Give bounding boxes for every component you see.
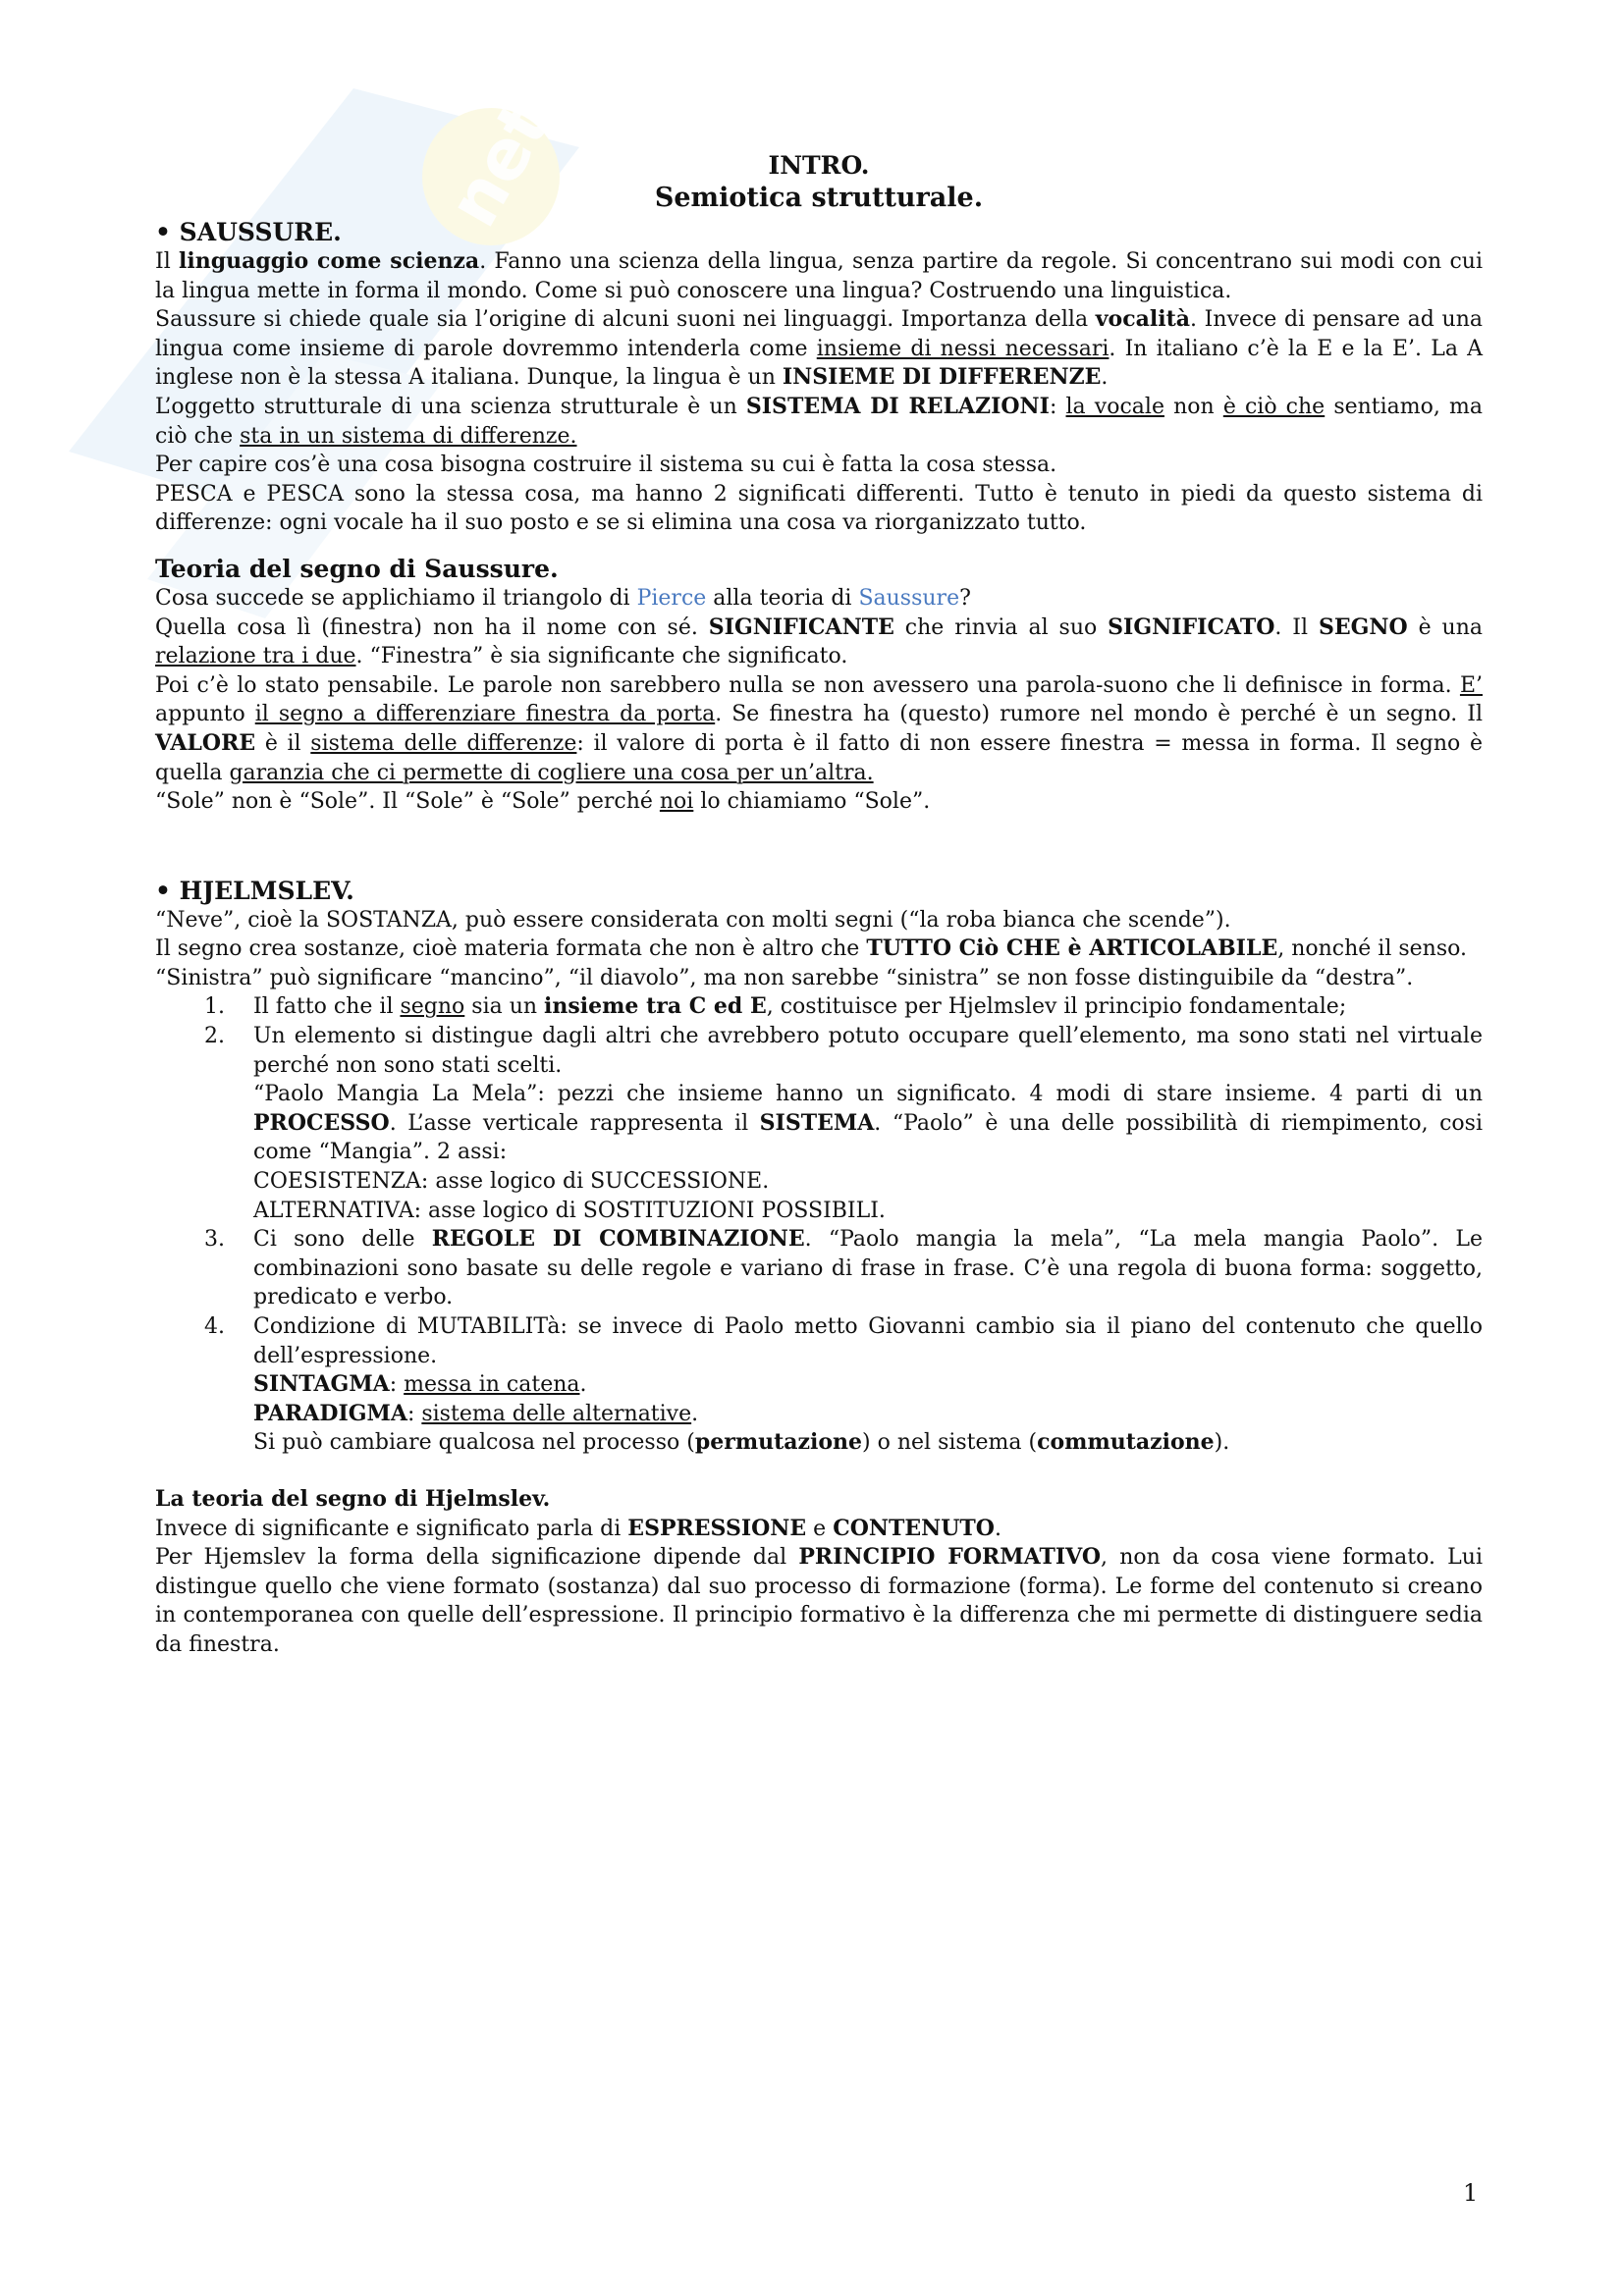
list-item-line: [253, 1167, 1483, 1197]
text-run: . “Paolo” è una delle possibilità di riempimento, cosi come “Mangia”. 2 assi:: [253, 1110, 1484, 1165]
text-run: ?: [959, 585, 971, 611]
text-run: . “Finestra” è sia significante che significato.: [355, 644, 848, 669]
list-item-line: [253, 1080, 1483, 1167]
text-run: Il: [155, 249, 179, 274]
paragraph: [155, 906, 1483, 935]
paragraph: [155, 614, 1483, 671]
text-run: noi: [659, 789, 694, 815]
text-run: . “Paolo mangia la mela”, “La mela mangia Paolo”. Le combinazioni sono basate su delle regole e variano di frase in frase. C’è una regola di buona forma: soggetto, predicato e verbo.: [253, 1227, 1483, 1310]
text-run: sta in un sistema di differenze.: [240, 423, 577, 449]
text-run: E’: [1459, 672, 1483, 698]
text-run: CONTENUTO: [833, 1515, 995, 1541]
text-run: VALORE: [155, 729, 256, 756]
paragraph: [155, 1543, 1483, 1659]
list-item: [155, 992, 1483, 1022]
text-run: PESCA e PESCA sono la stessa cosa, ma hanno 2 significati differenti. Tutto è tenuto in piedi da questo sistema di differenze: ogni vocale ha il suo posto e se si elimina una cosa va riorganizzato tutto.: [155, 481, 1483, 536]
section-heading-teoria-hjelmslev: La teoria del segno di Hjelmslev.: [155, 1485, 551, 1512]
text-run: sistema delle differenze: [310, 730, 577, 756]
text-run: , non da cosa viene formato. Lui distingue quello che viene formato (sostanza) dal suo processo di formazione (forma). Le forme del contenuto si creano in contemporanea con quelle dell’espressione. Il principio formativo è la differenza che mi permette di distinguere sedia da finestra.: [155, 1545, 1483, 1657]
text-run: permutazione: [694, 1429, 863, 1456]
list-item: [155, 1312, 1483, 1458]
text-run: vocalità: [1095, 306, 1191, 333]
list-item: [155, 1225, 1483, 1312]
text-run: Saussure si chiede quale sia l’origine di alcuni suoni nei linguaggi. Importanza della: [155, 307, 1096, 333]
paragraph: [155, 451, 1483, 480]
text-run: sentiamo, ma ciò che: [155, 394, 1484, 449]
document-subtitle: Semiotica strutturale.: [654, 183, 984, 213]
text-run: la vocale: [1065, 394, 1164, 419]
list-item-line: [253, 1428, 1483, 1458]
text-run: SEGNO: [1318, 614, 1408, 640]
text-run: Il fatto che il: [253, 994, 401, 1020]
text-run: alla teoria di: [706, 585, 859, 611]
text-run: . Il: [1274, 614, 1319, 640]
text-run: Condizione di MUTABILITà: se invece di Paolo metto Giovanni cambio sia il piano del contenuto che quello dell’espressione.: [253, 1314, 1483, 1368]
text-run: :: [406, 1401, 422, 1426]
text-run: che rinvia al suo: [893, 614, 1109, 640]
text-run: messa in catena: [404, 1372, 580, 1398]
text-run: .: [691, 1401, 699, 1426]
text-run: , costituisce per Hjelmslev il principio fondamentale;: [766, 994, 1347, 1020]
paragraph: [155, 584, 1483, 614]
text-run: Quella cosa lì (finestra) non ha il nome con sé.: [155, 614, 709, 640]
text-run: lo chiamiamo “Sole”.: [693, 789, 931, 815]
text-run: sistema delle alternative: [421, 1401, 692, 1426]
paragraph: [155, 305, 1483, 393]
list-item-line: [253, 1400, 1483, 1429]
list-item-line: [253, 1022, 1483, 1080]
paragraph: [155, 480, 1483, 538]
text-run: garanzia che ci permette di cogliere una cosa per un’altra.: [229, 760, 874, 785]
text-run: SISTEMA DI RELAZIONI: [745, 393, 1050, 419]
text-run: L’oggetto strutturale di una scienza strutturale è un: [155, 394, 746, 419]
text-run: Per capire cos’è una cosa bisogna costruire il sistema su cui è fatta la cosa stessa.: [155, 453, 1057, 478]
paragraph: [155, 934, 1483, 964]
text-run: insieme tra C ed E: [544, 993, 767, 1020]
section-heading-hjelmslev: • HJELMSLEV.: [155, 876, 354, 905]
list-item-number: 1.: [204, 994, 225, 1020]
paragraph: [155, 787, 1483, 817]
text-run: linguaggio come scienza: [178, 248, 480, 274]
text-run: Un elemento si distingue dagli altri che avrebbero potuto occupare quell’elemento, ma sono stati nel virtuale perché non sono stati scelti.: [253, 1024, 1483, 1078]
text-run: è il: [255, 730, 311, 756]
text-run: insieme di nessi necessari: [816, 336, 1109, 361]
list-item-number: 3.: [204, 1227, 225, 1253]
text-run: SIGNIFICANTE: [708, 614, 894, 640]
text-run: Cosa succede se applichiamo il triangolo di: [155, 585, 637, 611]
paragraph: [155, 1515, 1483, 1544]
text-run: sia un: [464, 994, 545, 1020]
text-run: :: [389, 1372, 405, 1398]
text-run: “Neve”, cioè la SOSTANZA, può essere considerata con molti segni (“la roba bianca che scende”).: [155, 907, 1231, 933]
section-heading-saussure: • SAUSSURE.: [155, 218, 342, 246]
text-run: , nonché il senso.: [1277, 936, 1467, 962]
text-run: :: [1049, 394, 1066, 419]
list-item-number: 2.: [204, 1024, 225, 1049]
list-item-line: [253, 1197, 1483, 1226]
text-run: Il segno crea sostanze, cioè materia formata che non è altro che: [155, 936, 867, 962]
document-body: [155, 149, 1483, 1660]
paragraph: [155, 393, 1483, 451]
list-item-line: [253, 1370, 1483, 1400]
text-run: TUTTO Ciò CHE è ARTICOLABILE: [866, 935, 1278, 962]
text-run: . In italiano c’è la E e la E’. La A inglese non è la stessa A italiana. Dunque, la lingua è un: [155, 336, 1483, 391]
text-run: .: [994, 1516, 1001, 1541]
text-run: Ci sono delle: [253, 1227, 432, 1253]
text-run: REGOLE DI COMBINAZIONE: [431, 1226, 805, 1253]
text-run: “Paolo Mangia La Mela”: pezzi che insieme hanno un significato. 4 modi di stare insieme. 4 parti di un: [253, 1082, 1483, 1107]
text-run: Pierce: [636, 585, 707, 611]
document-title: INTRO.: [768, 151, 870, 180]
text-run: Invece di significante e significato parla di: [155, 1516, 628, 1541]
paragraph: [155, 671, 1483, 787]
text-run: il segno a differenziare finestra da porta: [254, 702, 716, 727]
text-run: SISTEMA: [759, 1109, 875, 1136]
text-run: .: [579, 1372, 587, 1398]
text-run: . Invece di pensare ad una lingua come insieme di parole dovremmo intenderla come: [155, 307, 1483, 361]
text-run: non: [1163, 394, 1223, 419]
text-run: PROCESSO: [253, 1109, 390, 1136]
text-run: appunto: [155, 702, 255, 727]
list-item-line: [253, 992, 1483, 1022]
text-run: Poi c’è lo stato pensabile. Le parole non sarebbero nulla se non avessero una parola-suono che li definisce in forma.: [155, 672, 1460, 698]
text-run: “Sinistra” può significare “mancino”, “il diavolo”, ma non sarebbe “sinistra” se non fosse distinguibile da “destra”.: [155, 965, 1414, 990]
text-run: commutazione: [1037, 1429, 1215, 1456]
list-item-line: [253, 1312, 1483, 1370]
text-run: Saussure: [858, 585, 960, 611]
paragraph: [155, 247, 1483, 305]
text-run: ) o nel sistema (: [862, 1430, 1038, 1456]
list-item-line: [253, 1225, 1483, 1312]
list-item-number: 4.: [204, 1314, 225, 1339]
text-run: Si può cambiare qualcosa nel processo (: [253, 1430, 695, 1456]
text-run: .: [1101, 365, 1109, 391]
paragraph: [155, 964, 1483, 993]
text-run: e: [806, 1516, 834, 1541]
text-run: PARADIGMA: [253, 1400, 407, 1426]
text-run: : il valore di porta è il fatto di non essere finestra = messa in forma. Il segno è quella: [155, 730, 1484, 785]
text-run: SINTAGMA: [253, 1371, 390, 1398]
text-run: SIGNIFICATO: [1108, 614, 1275, 640]
text-run: INSIEME DI DIFFERENZE: [782, 364, 1102, 391]
page-number: 1: [1463, 2179, 1479, 2207]
text-run: segno: [400, 994, 465, 1020]
text-run: . Fanno una scienza della lingua, senza partire da regole. Si concentrano sui modi con cui la lingua mette in forma il mondo. Come si può conoscere una lingua? Costruendo una linguistica.: [155, 249, 1483, 303]
text-run: “Sole” non è “Sole”. Il “Sole” è “Sole” perché: [155, 789, 660, 815]
numbered-list: [155, 992, 1483, 1458]
text-run: COESISTENZA: asse logico di SUCCESSIONE.: [253, 1169, 770, 1195]
section-heading-teoria-saussure: Teoria del segno di Saussure.: [155, 554, 559, 583]
text-run: ).: [1214, 1430, 1230, 1456]
svg-text:net: net: [432, 88, 567, 240]
text-run: . L’asse verticale rappresenta il: [389, 1110, 760, 1136]
text-run: PRINCIPIO FORMATIVO: [798, 1544, 1102, 1571]
text-run: . Se finestra ha (questo) rumore nel mondo è perché è un segno. Il: [715, 702, 1483, 727]
text-run: è ciò che: [1222, 394, 1325, 419]
text-run: è una: [1407, 614, 1483, 640]
list-item: [155, 1022, 1483, 1225]
text-run: Per Hjemslev la forma della significazione dipende dal: [155, 1545, 799, 1571]
text-run: relazione tra i due: [155, 644, 356, 669]
text-run: ESPRESSIONE: [627, 1515, 807, 1541]
text-run: ALTERNATIVA: asse logico di SOSTITUZIONI POSSIBILI.: [253, 1198, 886, 1223]
